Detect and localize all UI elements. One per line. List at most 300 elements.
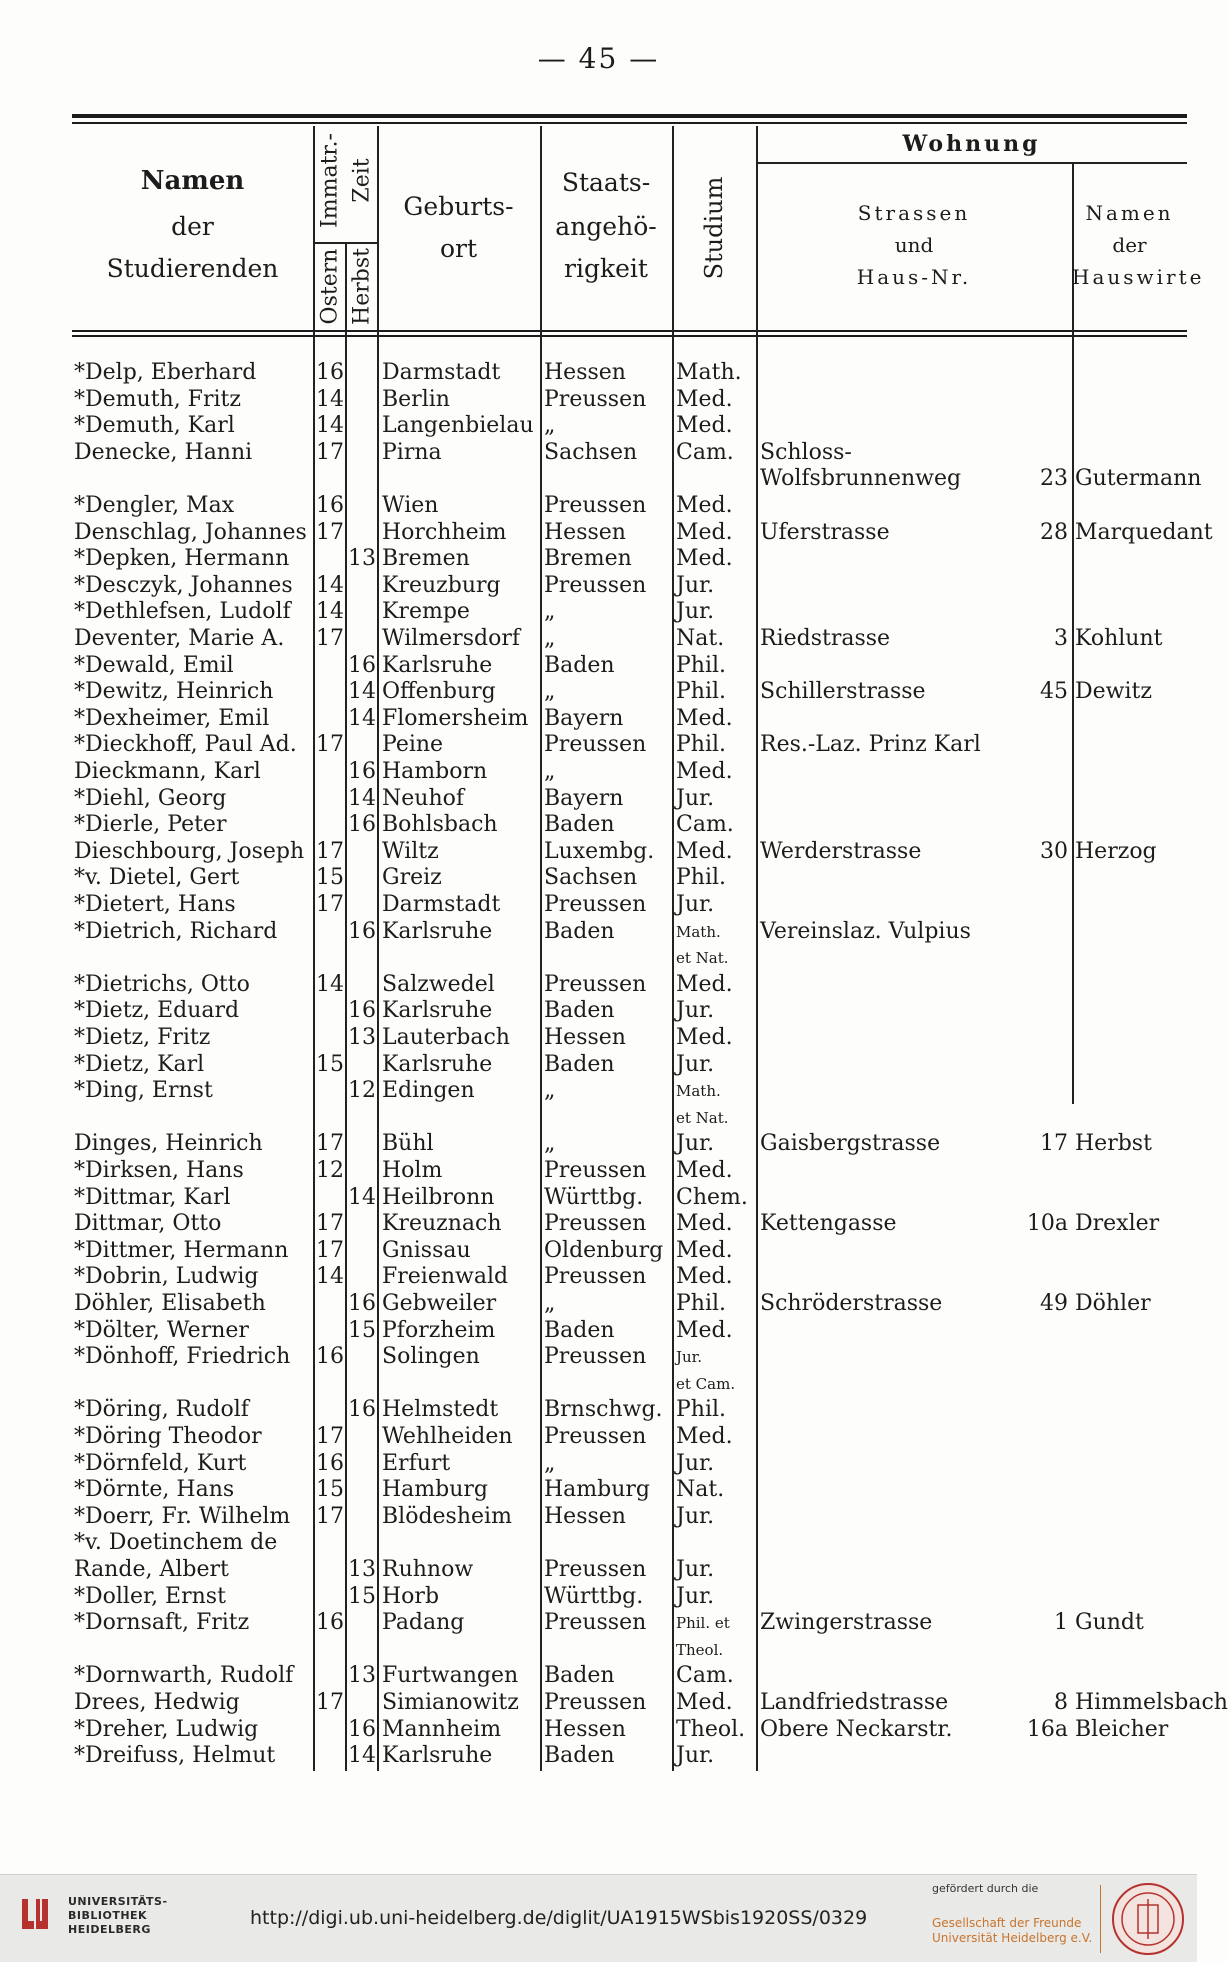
street-address: Riedstrasse	[760, 626, 891, 651]
citizenship: Preussen	[544, 493, 647, 518]
header-und: und	[894, 233, 934, 257]
house-number: 28	[1040, 519, 1068, 545]
immatr-ostern: 17	[316, 1424, 344, 1449]
student-name: *Demuth, Fritz	[74, 386, 241, 412]
immatr-ostern: 15	[316, 1051, 344, 1077]
birthplace: Greiz	[382, 865, 442, 891]
immatr-ostern: 14	[316, 413, 344, 439]
header-hausnr: Haus-Nr.	[856, 265, 972, 289]
immatr-ostern: 17	[316, 838, 344, 864]
table-row	[72, 387, 1187, 414]
study-field: Jur.	[676, 1503, 715, 1529]
street-address: Vereinslaz. Vulpius	[760, 918, 971, 944]
study-field: Med.	[676, 1424, 733, 1449]
header-immatr: Immatr.-	[317, 133, 343, 228]
birthplace: Hamburg	[382, 1477, 489, 1503]
student-name: Rande, Albert	[74, 1557, 229, 1582]
citizenship: Hamburg	[544, 1477, 651, 1503]
header-geburtsort-1: Geburts-	[403, 192, 514, 221]
immatr-ostern: 17	[316, 1211, 344, 1237]
study-field: Nat.	[676, 626, 725, 651]
street-address: Res.-Laz. Prinz Karl	[760, 732, 981, 758]
street-address: Schröderstrasse	[760, 1291, 943, 1316]
header-der: der	[171, 212, 214, 241]
landlord-name: Drexler	[1075, 1211, 1160, 1237]
study-field: Nat.	[676, 1477, 725, 1503]
study-field: Math.	[676, 360, 742, 385]
citizenship: „	[544, 1131, 556, 1157]
immatr-herbst: 15	[348, 1583, 376, 1609]
immatr-herbst: 16	[348, 1397, 376, 1423]
header-wohnung: Wohnung	[902, 131, 1041, 157]
citizenship: Preussen	[544, 1424, 647, 1449]
landlord-name: Marquedant	[1075, 519, 1213, 545]
birthplace: Padang	[382, 1610, 465, 1636]
sponsor-note: gefördert durch die Gesellschaft der Freunde Universität Heidelberg e.V.	[932, 1882, 1093, 1945]
table-row	[72, 1052, 1187, 1079]
birthplace: Holm	[382, 1158, 443, 1183]
student-name: *Dittmer, Hermann	[74, 1237, 289, 1263]
header-namen: Namen	[140, 166, 245, 196]
student-name: *v. Doetinchem de	[74, 1530, 278, 1556]
header-ostern: Ostern	[317, 248, 343, 325]
study-field: Med.	[676, 1158, 733, 1183]
immatr-herbst: 13	[348, 1025, 376, 1050]
table-row	[72, 1025, 1187, 1052]
student-name: *Dreifuss, Helmut	[74, 1743, 276, 1769]
student-name: *Dirksen, Hans	[74, 1158, 244, 1183]
student-name: *Dexheimer, Emil	[74, 705, 270, 731]
student-name: Drees, Hedwig	[74, 1690, 240, 1715]
citizenship: Preussen	[544, 892, 647, 917]
birthplace: Kreuzburg	[382, 572, 501, 598]
citizenship: Baden	[544, 652, 615, 678]
table-row	[72, 945, 1187, 972]
student-name: *Dierle, Peter	[74, 812, 227, 838]
table-row	[72, 998, 1187, 1025]
citizenship: Preussen	[544, 1158, 647, 1183]
citizenship: Preussen	[544, 386, 647, 412]
citizenship: Baden	[544, 1743, 615, 1769]
birthplace: Furtwangen	[382, 1663, 519, 1689]
student-name: *Dewitz, Heinrich	[74, 679, 274, 705]
table-row	[72, 1185, 1187, 1212]
study-field: Jur.	[676, 998, 715, 1024]
birthplace: Bremen	[382, 546, 470, 572]
study-field: Theol.	[676, 1640, 724, 1659]
student-name: *Dittmar, Karl	[74, 1184, 231, 1210]
table-row	[72, 1584, 1187, 1611]
street-address: Gaisbergstrasse	[760, 1131, 941, 1157]
house-number: 1	[1054, 1610, 1068, 1636]
table-row	[72, 972, 1187, 999]
landlord-name: Kohlunt	[1075, 626, 1163, 651]
citizenship: Preussen	[544, 1264, 647, 1290]
table-row	[72, 812, 1187, 839]
immatr-ostern: 14	[316, 386, 344, 412]
street-address: Landfriedstrasse	[760, 1690, 949, 1715]
header-herbst: Herbst	[349, 248, 375, 325]
immatr-herbst: 13	[348, 1557, 376, 1582]
birthplace: Bühl	[382, 1131, 434, 1157]
street-address: Obere Neckarstr.	[760, 1716, 953, 1742]
student-name: Dittmar, Otto	[74, 1211, 222, 1237]
citizenship: Baden	[544, 998, 615, 1024]
study-field: Phil.	[676, 732, 727, 758]
study-field: Jur.	[676, 1557, 715, 1582]
study-field: Med.	[676, 705, 733, 731]
citizenship: Brnschwg.	[544, 1397, 663, 1423]
study-field: Jur.	[676, 572, 715, 598]
student-name: *Desczyk, Johannes	[74, 572, 293, 598]
birthplace: Hamborn	[382, 759, 488, 784]
table-row	[72, 360, 1187, 387]
immatr-ostern: 16	[316, 1450, 344, 1476]
citizenship: Preussen	[544, 572, 647, 598]
study-field: Cam.	[676, 812, 734, 838]
student-name: *Dewald, Emil	[74, 652, 234, 678]
citizenship: Oldenburg	[544, 1237, 664, 1263]
birthplace: Simianowitz	[382, 1690, 519, 1715]
landlord-name: Gutermann	[1075, 466, 1202, 492]
study-field: Cam.	[676, 1663, 734, 1689]
immatr-herbst: 16	[348, 759, 376, 784]
header-wirt-namen: Namen	[1085, 201, 1174, 225]
immatr-ostern: 15	[316, 865, 344, 891]
library-logo-icon	[14, 1893, 56, 1935]
immatr-ostern: 14	[316, 971, 344, 997]
citizenship: Preussen	[544, 732, 647, 758]
student-name: Denschlag, Johannes	[74, 519, 307, 545]
study-field: Phil. et	[676, 1614, 730, 1633]
citizenship: „	[544, 679, 556, 705]
immatr-herbst: 16	[348, 1291, 376, 1316]
birthplace: Helmstedt	[382, 1397, 499, 1423]
birthplace: Freienwald	[382, 1264, 509, 1290]
table-row	[72, 546, 1187, 573]
study-field: Med.	[676, 1317, 733, 1343]
immatr-ostern: 17	[316, 732, 344, 758]
house-number: 10a	[1026, 1211, 1068, 1237]
table-row	[72, 1397, 1187, 1424]
student-name: *v. Dietel, Gert	[74, 865, 240, 891]
birthplace: Solingen	[382, 1344, 480, 1370]
study-field: Phil.	[676, 865, 727, 891]
citizenship: Hessen	[544, 1716, 626, 1742]
student-name: *Dörnte, Hans	[74, 1477, 235, 1503]
student-name: *Dornwarth, Rudolf	[74, 1663, 294, 1689]
study-field: Jur.	[676, 785, 715, 811]
birthplace: Neuhof	[382, 785, 464, 811]
birthplace: Horb	[382, 1583, 440, 1609]
table-row	[72, 679, 1187, 706]
table-row	[72, 1690, 1228, 1717]
study-field: Med.	[676, 759, 733, 784]
citizenship: Hessen	[544, 1025, 626, 1050]
page-number: — 45 —	[537, 42, 660, 75]
study-field: Jur.	[676, 892, 715, 917]
study-field: Med.	[676, 1237, 733, 1263]
header-wirt-der: der	[1112, 233, 1147, 257]
study-field: Phil.	[676, 1291, 727, 1316]
top-rule-2	[72, 122, 1187, 124]
table-row	[72, 1211, 1187, 1238]
student-name: *Dietz, Karl	[74, 1051, 205, 1077]
immatr-ostern: 17	[316, 1503, 344, 1529]
immatr-herbst: 14	[348, 679, 376, 705]
study-field: Jur.	[676, 1131, 715, 1157]
citizenship: „	[544, 626, 556, 651]
student-name: *Dreher, Ludwig	[74, 1716, 259, 1742]
citizenship: Preussen	[544, 971, 647, 997]
citizenship: „	[544, 1450, 556, 1476]
birthplace: Darmstadt	[382, 892, 501, 917]
citizenship: Baden	[544, 812, 615, 838]
immatr-herbst: 16	[348, 812, 376, 838]
citizenship: „	[544, 1078, 556, 1104]
street-address: Zwingerstrasse	[760, 1610, 933, 1636]
student-name: *Dengler, Max	[74, 493, 235, 518]
house-number: 45	[1040, 679, 1068, 705]
immatr-herbst: 12	[348, 1078, 376, 1104]
table-row	[72, 1717, 1187, 1744]
birthplace: Bohlsbach	[382, 812, 498, 838]
student-name: *Dietert, Hans	[74, 892, 236, 917]
birthplace: Wehlheiden	[382, 1424, 513, 1449]
top-rule	[72, 114, 1187, 118]
birthplace: Lauterbach	[382, 1025, 510, 1050]
immatr-ostern: 17	[316, 439, 344, 465]
citizenship: „	[544, 1291, 556, 1316]
immatr-ostern: 17	[316, 1131, 344, 1157]
birthplace: Salzwedel	[382, 971, 495, 997]
citizenship: Baden	[544, 1317, 615, 1343]
table-row	[72, 732, 1187, 759]
table-row	[72, 573, 1187, 600]
table-row	[72, 1371, 1187, 1398]
immatr-ostern: 16	[316, 360, 344, 385]
immatr-herbst: 14	[348, 1184, 376, 1210]
footer-bar	[0, 1874, 1197, 1962]
study-field: Jur.	[676, 599, 715, 625]
birthplace: Darmstadt	[382, 360, 501, 385]
study-field: Theol.	[676, 1716, 746, 1742]
citizenship: Württbg.	[544, 1583, 644, 1609]
birthplace: Gebweiler	[382, 1291, 497, 1316]
university-seal-icon	[1110, 1881, 1186, 1957]
table-row	[72, 1238, 1187, 1265]
table-row	[72, 1610, 1187, 1637]
study-field: Jur.	[676, 1743, 715, 1769]
wohnung-divider	[756, 162, 1187, 164]
student-name: *Dietrich, Richard	[74, 918, 278, 944]
birthplace: Wiltz	[382, 838, 439, 864]
study-field: et Nat.	[676, 1108, 729, 1127]
immatr-herbst: 16	[348, 998, 376, 1024]
immatr-herbst: 14	[348, 785, 376, 811]
citizenship: Sachsen	[544, 865, 638, 891]
student-name: *Dethlefsen, Ludolf	[74, 599, 291, 625]
header-studium: Studium	[700, 176, 728, 280]
birthplace: Edingen	[382, 1078, 475, 1104]
birthplace: Pirna	[382, 439, 442, 465]
street-address: Werderstrasse	[760, 838, 922, 864]
sponsor-divider	[1100, 1885, 1101, 1953]
landlord-name: Herzog	[1075, 838, 1157, 864]
study-field: Jur.	[676, 1348, 702, 1367]
citizenship: Bremen	[544, 546, 632, 572]
table-row	[72, 1131, 1187, 1158]
birthplace: Offenburg	[382, 679, 496, 705]
header-studierenden: Studierenden	[106, 254, 279, 283]
study-field: Med.	[676, 386, 733, 412]
immatr-herbst: 16	[348, 1716, 376, 1742]
table-row	[72, 1663, 1187, 1690]
landlord-name: Herbst	[1075, 1131, 1152, 1157]
study-field: et Cam.	[676, 1374, 736, 1393]
immatr-ostern: 17	[316, 626, 344, 651]
table-row	[72, 1291, 1187, 1318]
study-field: Med.	[676, 838, 733, 864]
landlord-name: Himmelsbach	[1075, 1690, 1228, 1715]
citizenship: Preussen	[544, 1557, 647, 1582]
table-row	[72, 466, 1202, 493]
student-name: Denecke, Hanni	[74, 439, 253, 465]
landlord-name: Döhler	[1075, 1291, 1151, 1316]
student-name: *Dönhoff, Friedrich	[74, 1344, 291, 1370]
immatr-ostern: 17	[316, 1237, 344, 1263]
immatr-herbst: 16	[348, 918, 376, 944]
study-field: Med.	[676, 493, 733, 518]
birthplace: Pforzheim	[382, 1317, 496, 1343]
citizenship: „	[544, 599, 556, 625]
table-row	[72, 865, 1187, 892]
table-row	[72, 1637, 1187, 1664]
citizenship: Baden	[544, 918, 615, 944]
immatr-ostern: 12	[316, 1158, 344, 1183]
citizenship: Hessen	[544, 360, 626, 385]
study-field: Med.	[676, 1264, 733, 1290]
citizenship: Baden	[544, 1663, 615, 1689]
table-row	[72, 1743, 1187, 1770]
birthplace: Heilbronn	[382, 1184, 495, 1210]
header-rule	[72, 330, 1187, 332]
student-name: *Dietz, Eduard	[74, 998, 240, 1024]
street-address: Wolfsbrunnenweg	[760, 466, 962, 492]
student-name: *Doller, Ernst	[74, 1583, 226, 1609]
student-name: *Döring, Rudolf	[74, 1397, 249, 1423]
table-row	[72, 440, 1187, 467]
birthplace: Karlsruhe	[382, 652, 493, 678]
student-name: *Demuth, Karl	[74, 413, 235, 439]
immatr-herbst: 14	[348, 705, 376, 731]
table-row	[72, 1318, 1187, 1345]
study-field: Med.	[676, 1025, 733, 1050]
immatr-ostern: 17	[316, 1690, 344, 1715]
birthplace: Flomersheim	[382, 705, 529, 731]
study-field: Cam.	[676, 439, 734, 465]
table-row	[72, 1530, 1187, 1557]
house-number: 49	[1040, 1291, 1068, 1316]
student-name: *Ding, Ernst	[74, 1078, 213, 1104]
student-name: Dinges, Heinrich	[74, 1131, 263, 1157]
house-number: 23	[1040, 466, 1068, 492]
table-row	[72, 1451, 1187, 1478]
house-number: 17	[1040, 1131, 1068, 1157]
house-number: 30	[1040, 838, 1068, 864]
table-row	[72, 759, 1187, 786]
immatr-ostern: 16	[316, 1610, 344, 1636]
birthplace: Horchheim	[382, 519, 507, 545]
header-rule-2	[72, 335, 1187, 337]
birthplace: Ruhnow	[382, 1557, 474, 1582]
immatr-herbst: 13	[348, 546, 376, 572]
header-strassen: Strassen	[857, 201, 971, 225]
birthplace: Wien	[382, 493, 439, 518]
house-number: 8	[1054, 1690, 1068, 1715]
table-row	[72, 1344, 1187, 1371]
table-row	[72, 1504, 1187, 1531]
citizenship: Sachsen	[544, 439, 638, 465]
citizenship: „	[544, 413, 556, 439]
birthplace: Erfurt	[382, 1450, 451, 1476]
study-field: Med.	[676, 546, 733, 572]
student-name: *Delp, Eberhard	[74, 360, 257, 385]
birthplace: Langenbielau	[382, 413, 534, 439]
citizenship: Preussen	[544, 1211, 647, 1237]
table-row	[72, 493, 1187, 520]
study-field: Med.	[676, 413, 733, 439]
citizenship: Bayern	[544, 785, 624, 811]
citizenship: „	[544, 759, 556, 784]
student-name: *Dobrin, Ludwig	[74, 1264, 259, 1290]
immatr-ostern: 15	[316, 1477, 344, 1503]
student-name: *Döring Theodor	[74, 1424, 262, 1449]
birthplace: Gnissau	[382, 1237, 471, 1263]
student-name: *Dölter, Werner	[74, 1317, 249, 1343]
street-address: Schloss-	[760, 439, 852, 465]
student-name: *Dornsaft, Fritz	[74, 1610, 250, 1636]
birthplace: Peine	[382, 732, 444, 758]
student-register-table	[72, 114, 1228, 1774]
header-staats-2: angehö-	[555, 212, 657, 241]
table-row	[72, 706, 1187, 733]
birthplace: Wilmersdorf	[382, 626, 520, 651]
immatr-herbst: 13	[348, 1663, 376, 1689]
immatr-ostern: 17	[316, 892, 344, 917]
birthplace: Karlsruhe	[382, 1743, 493, 1769]
citizenship: Bayern	[544, 705, 624, 731]
header-hauswirte: Hauswirte	[1072, 265, 1205, 289]
student-name: Deventer, Marie A.	[74, 626, 285, 651]
table-row	[72, 653, 1187, 680]
birthplace: Karlsruhe	[382, 1051, 493, 1077]
citizenship: Hessen	[544, 519, 626, 545]
table-row	[72, 413, 1187, 440]
table-row	[72, 1264, 1187, 1291]
study-field: Math.	[676, 922, 721, 941]
source-url[interactable]: http://digi.ub.uni-heidelberg.de/diglit/UA1915WSbis1920SS/0329	[250, 1907, 868, 1929]
citizenship: Hessen	[544, 1503, 626, 1529]
study-field: et Nat.	[676, 949, 729, 968]
birthplace: Mannheim	[382, 1716, 502, 1742]
study-field: Chem.	[676, 1184, 748, 1210]
student-name: *Dietrichs, Otto	[74, 971, 250, 997]
birthplace: Krempe	[382, 599, 470, 625]
birthplace: Blödesheim	[382, 1503, 512, 1529]
study-field: Med.	[676, 519, 733, 545]
citizenship: Württbg.	[544, 1184, 644, 1210]
